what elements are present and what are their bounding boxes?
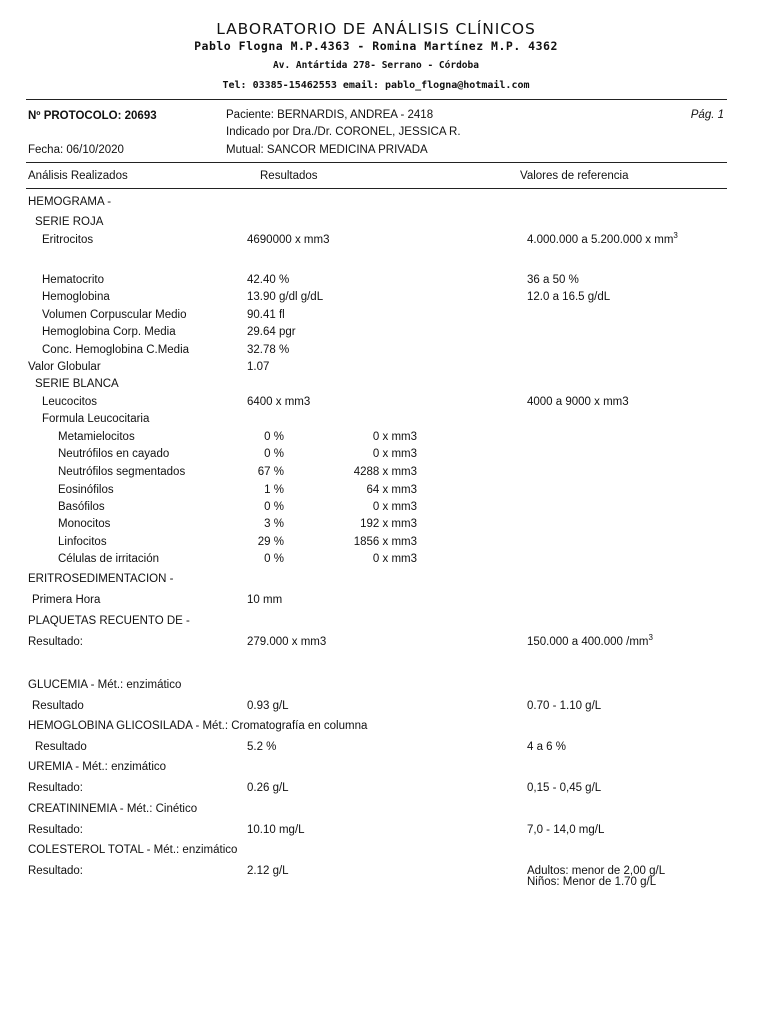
formula-percent: 29 %	[257, 536, 284, 548]
formula-absolute: 4288 x mm3	[353, 466, 417, 478]
result-value: 13.90 g/dl g/dL	[247, 291, 324, 303]
formula-percent: 67 %	[257, 466, 284, 478]
col-header-reference: Valores de referencia	[520, 170, 629, 182]
formula-percent: 0 %	[264, 553, 284, 565]
formula-absolute: 1856 x mm3	[353, 536, 417, 548]
patient-name: Paciente: BERNARDIS, ANDREA - 2418	[226, 109, 434, 121]
reference-text: 4.000.000 a 5.200.000 x mm	[527, 234, 674, 246]
result-label: Resultado	[32, 700, 84, 712]
result-value: 2.12 g/L	[247, 865, 289, 877]
reference-children: Niños: Menor de 1.70 g/L	[527, 876, 657, 888]
result-value: 1.07	[247, 361, 270, 373]
formula-label: Metamielocitos	[58, 431, 135, 443]
formula-label: Monocitos	[58, 518, 111, 530]
result-label: Valor Globular	[28, 361, 101, 373]
formula-absolute: 0 x mm3	[372, 553, 417, 565]
result-value: 32.78 %	[247, 344, 290, 356]
insurance: Mutual: SANCOR MEDICINA PRIVADA	[226, 144, 428, 156]
subsection-title: SERIE ROJA	[35, 216, 104, 228]
report-date: Fecha: 06/10/2020	[28, 144, 124, 156]
reference-value: 0,15 - 0,45 g/L	[527, 782, 602, 794]
result-label: Hemoglobina Corp. Media	[42, 326, 176, 338]
formula-label: Neutrófilos en cayado	[58, 448, 170, 460]
section-title: GLUCEMIA - Mét.: enzimático	[28, 679, 182, 691]
result-value: 279.000 x mm3	[247, 636, 327, 648]
reference-value: 7,0 - 14,0 mg/L	[527, 824, 605, 836]
result-label: Resultado:	[28, 636, 83, 648]
result-value: 29.64 pgr	[247, 326, 296, 338]
info-divider	[26, 162, 727, 163]
result-label: Hematocrito	[42, 274, 104, 286]
reference-superscript: 3	[648, 633, 653, 643]
section-title: UREMIA - Mét.: enzimático	[28, 761, 167, 773]
reference-value: 4000 a 9000 x mm3	[527, 396, 629, 408]
result-label: Resultado:	[28, 824, 83, 836]
result-value: 4690000 x mm3	[247, 234, 330, 246]
formula-label: Neutrófilos segmentados	[58, 466, 186, 478]
header-divider	[26, 99, 727, 100]
formula-title: Formula Leucocitaria	[42, 413, 150, 425]
section-title: PLAQUETAS RECUENTO DE -	[28, 615, 190, 627]
formula-percent: 0 %	[264, 448, 284, 460]
lab-contact: Tel: 03385-15462553 email: pablo_flogna@hotmail.com	[222, 80, 530, 91]
page-number: Pág. 1	[690, 109, 724, 121]
result-value: 10 mm	[247, 594, 283, 606]
result-value: 6400 x mm3	[247, 396, 311, 408]
section-title: HEMOGRAMA -	[28, 196, 112, 208]
reference-value	[527, 633, 653, 650]
formula-percent: 0 %	[264, 431, 284, 443]
result-label: Hemoglobina	[42, 291, 110, 303]
result-value: 0.93 g/L	[247, 700, 289, 712]
col-header-results: Resultados	[260, 170, 318, 182]
formula-absolute: 0 x mm3	[372, 448, 417, 460]
formula-percent: 1 %	[264, 484, 284, 496]
section-title: CREATININEMIA - Mét.: Cinético	[28, 803, 198, 815]
formula-label: Eosinófilos	[58, 484, 114, 496]
formula-percent: 3 %	[264, 518, 284, 530]
reference-superscript: 3	[673, 231, 678, 241]
result-label: Volumen Corpuscular Medio	[42, 309, 187, 321]
reference-value	[527, 231, 678, 248]
protocol-number: Nº PROTOCOLO: 20693	[28, 110, 157, 122]
formula-percent: 0 %	[264, 501, 284, 513]
result-label: Resultado:	[28, 865, 83, 877]
formula-label: Células de irritación	[58, 553, 159, 565]
result-label: Eritrocitos	[42, 234, 94, 246]
columns-divider	[26, 188, 727, 189]
indicated-by: Indicado por Dra./Dr. CORONEL, JESSICA R.	[226, 126, 461, 138]
reference-value: 0.70 - 1.10 g/L	[527, 700, 602, 712]
formula-label: Basófilos	[58, 501, 105, 513]
result-value: 5.2 %	[247, 741, 277, 753]
reference-text: 150.000 a 400.000 /mm	[527, 636, 649, 648]
formula-absolute: 0 x mm3	[372, 501, 417, 513]
formula-absolute: 64 x mm3	[366, 484, 417, 496]
section-title: COLESTEROL TOTAL - Mét.: enzimático	[28, 844, 238, 856]
result-value: 90.41 fl	[247, 309, 285, 321]
formula-label: Linfocitos	[58, 536, 107, 548]
formula-absolute: 192 x mm3	[360, 518, 417, 530]
reference-value: 4 a 6 %	[527, 741, 566, 753]
result-label: Primera Hora	[32, 594, 101, 606]
result-value: 0.26 g/L	[247, 782, 289, 794]
reference-value: 12.0 a 16.5 g/dL	[527, 291, 611, 303]
result-label: Resultado:	[28, 782, 83, 794]
lab-address: Av. Antártida 278- Serrano - Córdoba	[273, 60, 479, 71]
section-title: ERITROSEDIMENTACION -	[28, 573, 174, 585]
section-title: HEMOGLOBINA GLICOSILADA - Mét.: Cromatografía en columna	[28, 720, 368, 732]
formula-absolute: 0 x mm3	[372, 431, 417, 443]
result-value: 10.10 mg/L	[247, 824, 305, 836]
result-label: Conc. Hemoglobina C.Media	[42, 344, 190, 356]
lab-title: LABORATORIO DE ANÁLISIS CLÍNICOS	[216, 20, 536, 38]
reference-adults: Adultos: menor de 2,00 g/L	[527, 865, 666, 877]
col-header-analysis: Análisis Realizados	[28, 170, 128, 182]
subsection-title: SERIE BLANCA	[35, 378, 119, 390]
result-label: Resultado	[35, 741, 87, 753]
lab-doctors: Pablo Flogna M.P.4363 - Romina Martínez M.P. 4362	[194, 39, 558, 53]
result-label: Leucocitos	[42, 396, 97, 408]
result-value: 42.40 %	[247, 274, 290, 286]
reference-value: 36 a 50 %	[527, 274, 579, 286]
